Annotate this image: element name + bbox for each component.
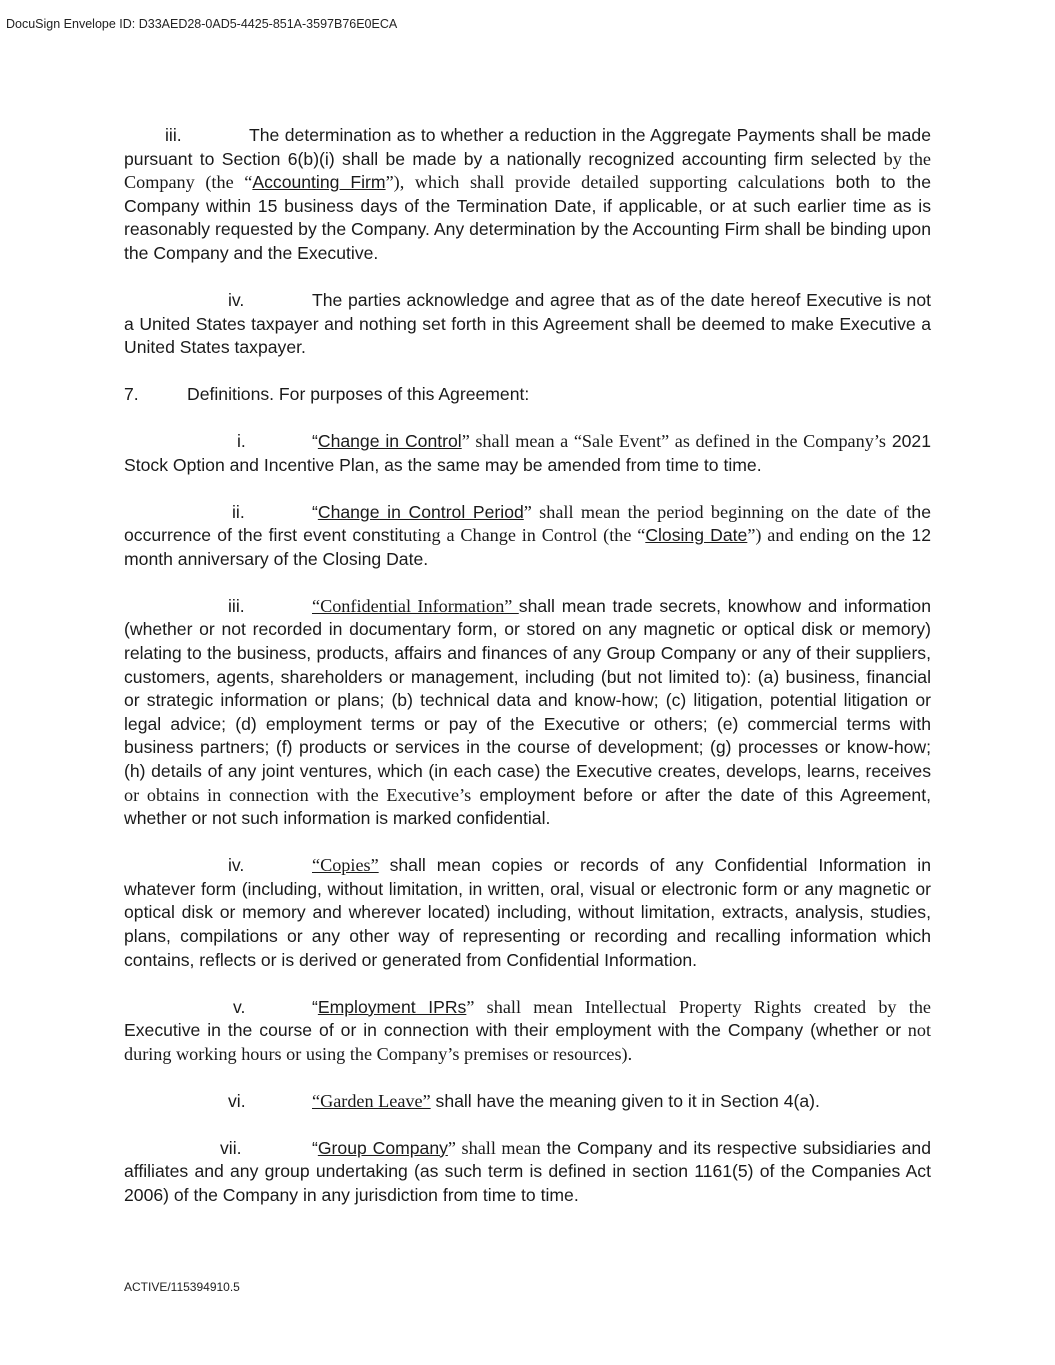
definition-iii-text-end: employment before or after the date of this Agreement, whether or not such information is marked confidential.	[124, 784, 931, 829]
open-quote: “	[312, 996, 318, 1017]
definition-ii-text-3: uting a Change in Control (the “	[403, 525, 646, 546]
definition-ii	[124, 501, 931, 572]
definition-ii-text-2: the occurrence of the first event constit	[124, 501, 931, 546]
definition-i-text-2: 2021 Stock Option and Incentive Plan, as the same may be amended from time to time.	[124, 431, 931, 475]
docusign-envelope-id: DocuSign Envelope ID: D33AED28-0AD5-4425-851A-3597B76E0ECA	[6, 17, 398, 31]
definition-ii-text-4: ”) and ending	[747, 525, 849, 546]
term-garden-leave: “Garden Leave”	[312, 1090, 431, 1111]
term-group-company: Group Company	[317, 1137, 448, 1158]
definition-ii-text-1: ” shall mean the period beginning on the date of	[523, 501, 899, 522]
item-number: iv.	[228, 855, 245, 876]
section-6-iii-text-4: both to the Company within 15 business days of the Termination Date, if applicable, or at such earlier time as is reasonably requested by the Company. Any determination by the Accounting Firm shall be binding upon the Company and the Executive.	[124, 172, 931, 263]
section-6-iii-text-2: by the Company (the “	[124, 148, 931, 193]
item-number: iv.	[228, 289, 245, 310]
term-accounting-firm: Accounting Firm	[252, 172, 386, 193]
section-6-iii-text-3: ”), which shall provide detailed supporting calculations	[385, 172, 825, 193]
definition-vii-text-1: ” shall mean	[447, 1137, 541, 1158]
definition-vi-text: shall have the meaning given to it in Section 4(a).	[430, 1090, 820, 1111]
definition-v-text-3: not during working hours or using the Company’s premises or resources).	[124, 1020, 931, 1064]
item-number: vii.	[220, 1137, 242, 1158]
term-employment-iprs: Employment IPRs	[317, 996, 467, 1017]
document-id-footer: ACTIVE/115394910.5	[124, 1280, 240, 1294]
definition-i	[124, 430, 931, 477]
section-6-iv	[124, 289, 931, 360]
item-number: iii.	[228, 595, 245, 616]
section-6-iii	[124, 124, 931, 266]
definition-iii	[124, 595, 931, 831]
definition-iii-text: shall mean trade secrets, knowhow and information (whether or not recorded in documentary form, or stored on any magnetic or optical disk or memory) relating to the business, products, affairs and finances of any Group Company or any of their suppliers, customers, agents, shareholders or management, including (but not limited to): (a) business, financial or strategic information or plans; (b) technical data and know-how; (c) litigation, potential litigation or legal advice; (d) employment terms or pay of the Executive or others; (e) commercial terms with business partners; (f) products or services in the course of development; (g) processes or know-how; (h) details of any joint ventures, which (in each case) the Executive creates, develops, learns, receives	[124, 595, 931, 782]
definition-v	[124, 996, 931, 1067]
definition-iii-text-serif: or obtains in connection with the Executive’s	[124, 784, 472, 805]
definition-v-text-1: ” shall mean Intellectual Property Rights created by the	[466, 996, 931, 1017]
item-number: ii.	[232, 501, 245, 522]
open-quote: “	[312, 1137, 318, 1158]
item-number: i.	[237, 431, 246, 452]
definition-vii-text-2: the Company and its respective subsidiaries and affiliates and any group undertaking (as such term is defined in section 1161(5) of the Companies Act 2006) of the Company in any jurisdiction from time to time.	[124, 1137, 931, 1205]
document-body	[124, 124, 931, 1231]
section-number: 7.	[124, 384, 139, 405]
item-number: iii.	[165, 125, 182, 145]
term-closing-date: Closing Date	[645, 525, 748, 546]
open-quote: “	[312, 501, 318, 522]
section-6-iv-text: The parties acknowledge and agree that as of the date hereof Executive is not a United States taxpayer and nothing set forth in this Agreement shall be deemed to make Executive a United States taxpayer.	[124, 289, 931, 358]
definition-i-text-1: ” shall mean a “Sale Event” as defined in the Company’s	[461, 431, 886, 452]
open-quote: “	[312, 431, 318, 452]
section-7-title: Definitions. For purposes of this Agreement:	[187, 384, 530, 405]
definition-iv-text: shall mean copies or records of any Confidential Information in whatever form (including, without limitation, in written, oral, visual or electronic form or any magnetic or optical disk or memory and wherever located) including, without limitation, extracts, analysis, studies, plans, compilations or any other way of representing or recording and recalling information which contains, reflects or is derived or generated from Confidential Information.	[124, 855, 931, 970]
term-confidential-information: “Confidential Information”	[312, 595, 519, 616]
definition-vi	[124, 1090, 931, 1114]
term-change-in-control-period: Change in Control Period	[317, 501, 524, 522]
item-number: v.	[233, 996, 246, 1017]
section-7-heading	[124, 383, 931, 407]
term-change-in-control: Change in Control	[317, 431, 462, 452]
term-copies: “Copies”	[312, 855, 379, 876]
definition-iv	[124, 854, 931, 972]
definition-v-text-2: Executive in the course of or in connection with their employment with the Company (whether or	[124, 1020, 902, 1041]
section-6-iii-text-1: The determination as to whether a reduction in the Aggregate Payments shall be made pursuant to Section 6(b)(i) shall be made by a nationally recognized accounting firm selected	[124, 125, 931, 169]
definition-vii	[124, 1137, 931, 1208]
definition-ii-text-5: on the 12 month anniversary of the Closing Date.	[124, 525, 931, 569]
item-number: vi.	[228, 1090, 246, 1111]
